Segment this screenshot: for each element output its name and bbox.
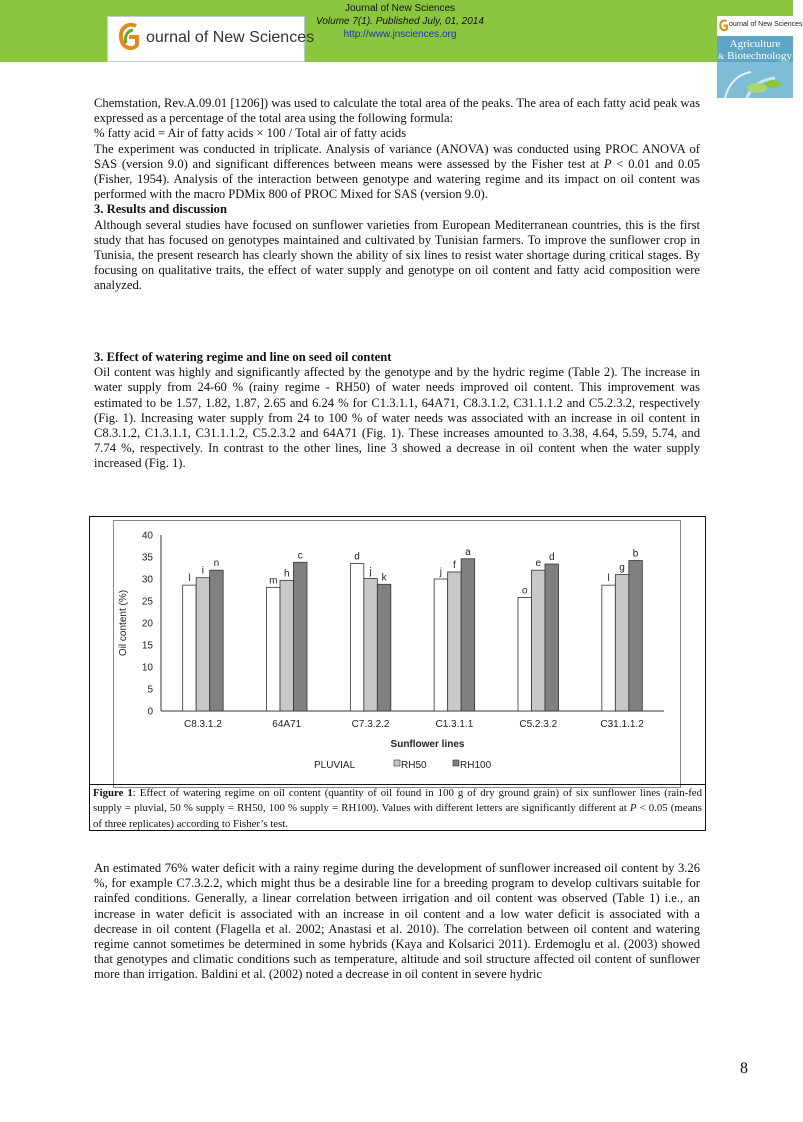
legend-swatch-rh50 bbox=[394, 760, 400, 766]
x-tick-label: C31.1.1.2 bbox=[600, 719, 644, 730]
bar-significance-letter: e bbox=[535, 558, 542, 570]
badge-line-1: Agriculture bbox=[729, 38, 781, 50]
bar-significance-letter: m bbox=[269, 575, 278, 587]
caption-label: Figure 1 bbox=[93, 787, 133, 799]
page-number: 8 bbox=[740, 1060, 748, 1077]
bar-significance-letter: c bbox=[297, 550, 303, 562]
bar-rh100-64A71 bbox=[294, 562, 308, 711]
bar-significance-letter: l bbox=[607, 573, 610, 585]
figure-1 bbox=[89, 516, 706, 831]
bar-pluvial-C5.2.3.2 bbox=[518, 597, 532, 711]
badge-section-title bbox=[717, 38, 793, 63]
paragraph-water-deficit: An estimated 76% water deficit with a rainy regime during the development of sunflower increased oil content by 3.26 %, for example C7.3.2.2, which might thus be a desirable line for a breeding program to develop cultivars suitable for rainfed conditions. Generally, a linear correlation between irrigation and oil content was observed (Table 1) i.e., an increase in water deficit is associated with an increase in oil content and a low water deficit is associated with a decrease in oil content (Flagella et al. 2002; Anastasi et al. 2010). The correlation between oil content and watering regime cannot sometimes be determined in some hybrids (Kaya and Kolsarici 2011). Erdemoglu et al. (2003) showed that genotypes and climatic conditions such as temperature, altitude and soil structure affected oil content of sunflower more than irrigation. Baldini et al. (2002) noted a decrease in oil content in severe hydric bbox=[94, 861, 700, 982]
legend-swatch-rh100 bbox=[453, 760, 459, 766]
x-tick-label: C8.3.1.2 bbox=[184, 719, 222, 730]
bar-rh50-C31.1.1.2 bbox=[615, 575, 629, 711]
body-text-middle bbox=[94, 350, 700, 472]
y-tick-label: 0 bbox=[147, 706, 153, 718]
bar-significance-letter: h bbox=[283, 568, 290, 580]
paragraph-anova bbox=[94, 142, 700, 203]
body-text-bottom bbox=[94, 861, 700, 983]
caption-text-b: < 0.05 (means of three replicates) according to Fisher’s test. bbox=[93, 802, 702, 830]
y-tick-label: 25 bbox=[141, 596, 153, 608]
bar-significance-letter: g bbox=[619, 562, 625, 574]
y-tick-label: 35 bbox=[141, 552, 153, 564]
bar-rh100-C31.1.1.2 bbox=[629, 561, 643, 711]
bar-rh100-C5.2.3.2 bbox=[545, 564, 559, 711]
y-tick-label: 40 bbox=[141, 530, 153, 542]
body-text-top bbox=[94, 96, 700, 294]
journal-header-band bbox=[0, 0, 793, 62]
figure-1-chart-area bbox=[113, 520, 681, 788]
section-heading-results: 3. Results and discussion bbox=[94, 202, 227, 217]
x-tick-label: C7.3.2.2 bbox=[351, 719, 390, 730]
bar-rh50-C1.3.1.1 bbox=[448, 572, 462, 711]
y-tick-label: 15 bbox=[141, 640, 153, 652]
bar-pluvial-C8.3.1.2 bbox=[183, 585, 197, 711]
journal-name: Journal of New Sciences bbox=[344, 3, 456, 14]
bar-rh100-C1.3.1.1 bbox=[461, 559, 475, 711]
anova-p-symbol: P bbox=[603, 156, 612, 171]
bar-pluvial-C7.3.2.2 bbox=[350, 564, 364, 711]
bar-significance-letter: a bbox=[465, 546, 471, 558]
bar-rh100-C7.3.2.2 bbox=[377, 584, 391, 711]
journal-logo bbox=[107, 16, 315, 62]
badge-journal-strip bbox=[717, 16, 803, 36]
paragraph-oil-content: Oil content was highly and significantly affected by the genotype and by the hydric regime (Table 2). The increase in water supply from 24-60 % (rainy regime - RH50) of water needs improved oil content. This improvement was estimated to be 1.57, 1.82, 1.87, 2.65 and 6.24 % for C1.3.1.1, 64A71, C8.3.1.2, C31.1.1.2 and C5.2.3.2, respectively (Fig. 1). Increasing water supply from 24 to 100 % of water needs was associated with an increase in oil content in C8.3.1.2, C1.3.1.1, C31.1.1.2, C5.2.3.2 and 64A71 (Fig. 1). These increases amounted to 3.38, 4.64, 5.59, 5.74, and 7.74 %, respectively. In contrast to the other lines, line 3 showed a decrease in oil content when the water supply increased (Fig. 1). bbox=[94, 365, 700, 471]
bar-significance-letter: l bbox=[188, 573, 191, 585]
bar-rh50-64A71 bbox=[280, 580, 294, 711]
bar-pluvial-64A71 bbox=[267, 587, 281, 711]
paragraph-chemstation: Chemstation, Rev.A.09.01 [1206]) was used to calculate the total area of the peaks. The area of each fatty acid peak was expressed as a percentage of the total area using the following formula: bbox=[94, 96, 700, 126]
bar-significance-letter: j bbox=[439, 567, 443, 578]
y-tick-label: 10 bbox=[141, 662, 153, 674]
paragraph-results-intro: Although several studies have focused on sunflower varieties from European Mediterranean countries, this is the first study that has focused on genotypes maintained and cultivated by Tunisian farmers. To improve the sunflower crop in Tunisia, the present research has clearly shown the ability of six lines to resist water shortage during critical stages. By focusing on qualitative traits, the effect of water supply and genotype on oil content and fatty acid composition were analyzed. bbox=[94, 217, 700, 293]
y-tick-label: 20 bbox=[141, 618, 153, 630]
journal-url[interactable]: http://www.jnsciences.org bbox=[343, 29, 457, 40]
bar-rh100-C8.3.1.2 bbox=[210, 570, 224, 711]
bar-significance-letter: k bbox=[381, 572, 387, 584]
legend-label-pluvial: PLUVIAL bbox=[314, 760, 356, 771]
y-axis-label: Oil content (%) bbox=[118, 589, 129, 657]
badge-plant-illustration-icon bbox=[717, 62, 793, 98]
anova-text-a: The experiment was conducted in triplicate. Analysis of variance (ANOVA) was conducted using PROC ANOVA of SAS (version 9.0) and significant differences between means were assessed by the Fisher test at bbox=[94, 141, 700, 171]
journal-logo-text: ournal of New Sciences bbox=[146, 29, 315, 46]
caption-p-symbol: P bbox=[629, 802, 637, 815]
badge-logo-mark-icon bbox=[719, 19, 729, 33]
section-heading-oil-content: 3. Effect of watering regime and line on seed oil content bbox=[94, 350, 392, 364]
figure-1-caption bbox=[90, 784, 705, 832]
y-tick-label: 5 bbox=[147, 684, 153, 696]
journal-logo-mark-icon bbox=[118, 21, 142, 55]
x-tick-label: 64A71 bbox=[272, 719, 302, 730]
badge-line-2-text: Biotechnology bbox=[727, 50, 792, 62]
bar-rh50-C7.3.2.2 bbox=[364, 579, 378, 711]
x-tick-label: C1.3.1.1 bbox=[435, 719, 474, 730]
caption-text-a: : Effect of watering regime on oil content (quantity of oil found in 100 g of dry ground grain) of six sunflower lines (rain-fed supply = pluvial, 50 % supply = RH50, 100 % supply = RH100). Values with different letters are significantly different at bbox=[93, 787, 702, 815]
bar-rh50-C5.2.3.2 bbox=[532, 570, 546, 711]
badge-journal-title: ournal of New Sciences bbox=[729, 21, 803, 28]
bar-significance-letter: n bbox=[213, 558, 220, 570]
anova-text-b: < 0.01 and 0.05 (Fisher, 1954). Analysis of the interaction between genotype and watering regime and its impact on oil content was performed with the macro PDMix 800 of PROC Mixed for SAS (version 9.0). bbox=[94, 156, 700, 202]
bar-significance-letter: d bbox=[354, 551, 360, 563]
bar-significance-letter: f bbox=[453, 559, 456, 571]
bar-significance-letter: d bbox=[548, 552, 555, 564]
journal-info bbox=[290, 2, 510, 41]
section-badge bbox=[717, 16, 803, 98]
legend-label-rh50: RH50 bbox=[401, 760, 427, 771]
bar-significance-letter: i bbox=[201, 565, 205, 577]
y-tick-label: 30 bbox=[141, 574, 153, 586]
bar-pluvial-C31.1.1.2 bbox=[602, 585, 616, 711]
x-axis-label: Sunflower lines bbox=[390, 739, 465, 750]
paragraph-formula: % fatty acid = Air of fatty acids × 100 / Total air of fatty acids bbox=[94, 126, 407, 141]
x-tick-label: C5.2.3.2 bbox=[519, 719, 558, 730]
bar-rh50-C8.3.1.2 bbox=[196, 578, 210, 711]
bar-significance-letter: j bbox=[369, 566, 372, 578]
bar-significance-letter: b bbox=[632, 548, 639, 560]
bar-significance-letter: o bbox=[521, 585, 528, 597]
oil-content-bar-chart bbox=[114, 521, 680, 787]
legend-label-rh100: RH100 bbox=[460, 760, 492, 771]
bar-pluvial-C1.3.1.1 bbox=[434, 579, 448, 711]
journal-volume: Volume 7(1). Published July, 01, 2014 bbox=[316, 16, 484, 27]
badge-ampersand: & bbox=[718, 52, 725, 61]
